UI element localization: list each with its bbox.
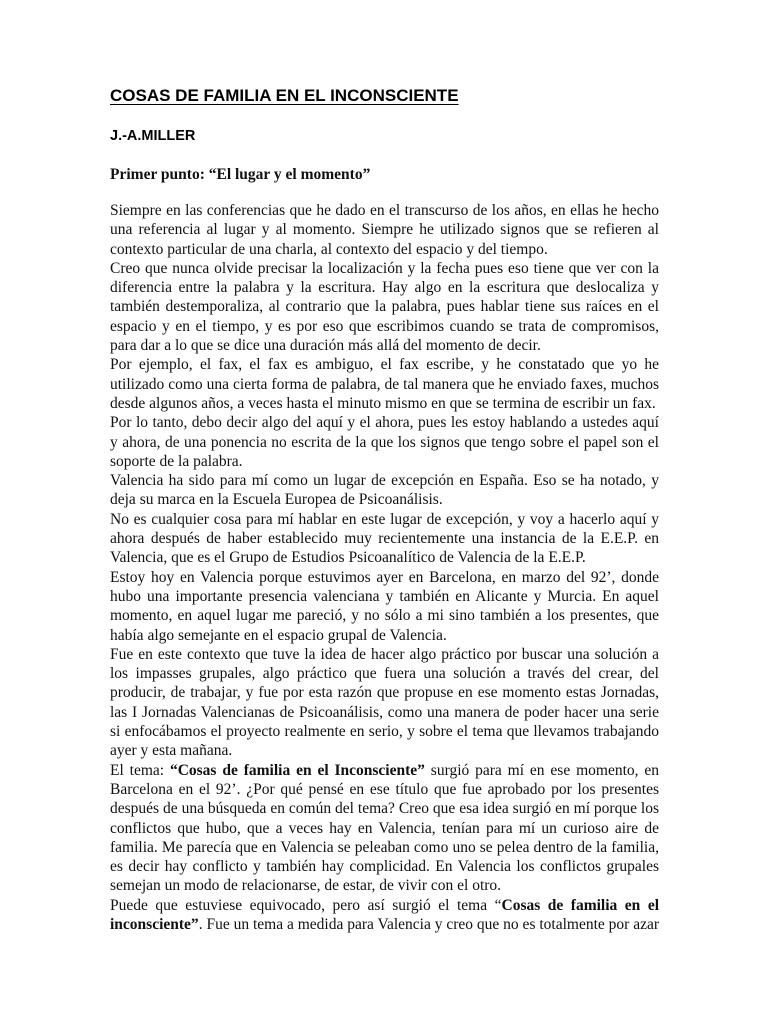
paragraph-text: Puede que estuviese equivocado, pero así surgió el tema “ [110,896,502,914]
paragraph: Fue en este contexto que tuve la idea de hacer algo práctico por buscar una solución a los impasses grupales, algo práctico que fuera una solución a través del crear, del producir, de trabajar, y fue por esta razón que propuse en ese momento estas Jornadas, las I Jornadas Valencianas de Psicoanálisis, como una manera de poder hacer una serie si enfocábamos el proyecto realmente en serio, y sobre el tema que llevamos trabajando ayer y esta mañana. [110,645,659,760]
paragraph: Siempre en las conferencias que he dado en el transcurso de los años, en ellas he hecho una referencia al lugar y al momento. Siempre he utilizado signos que se refieren al contexto particular de una charla, al contexto del espacio y del tiempo. [110,202,659,258]
document-title: COSAS DE FAMILIA EN EL INCONSCIENTE [110,86,459,105]
paragraph: Estoy hoy en Valencia porque estuvimos ayer en Barcelona, en marzo del 92’, donde hubo una importante presencia valenciana y también en Alicante y Murcia. En aquel momento, en aquel lugar me pareció, y no sólo a mi sino también a los presentes, que había algo semejante en el espacio grupal de Valencia. [110,568,659,644]
author-name: J.-A.MILLER [110,128,196,144]
section-heading: Primer punto: “El lugar y el momento” [110,166,371,183]
paragraph [110,896,659,935]
paragraph-text: El tema: [110,761,170,779]
paragraph: Por ejemplo, el fax, el fax es ambiguo, el fax escribe, y he constatado que yo he utilizado como una cierta forma de palabra, de tal manera que he enviado faxes, muchos desde algunos años, a veces hasta el minuto mismo en que se termina de escribir un fax. [110,356,659,412]
emphasized-title: Cosas de familia en el inconsciente” [110,896,660,933]
paragraph [110,761,659,896]
paragraph: Por lo tanto, debo decir algo del aquí y el ahora, pues les estoy hablando a ustedes aquí y ahora, de una ponencia no escrita de la que los signos que tengo sobre el papel son el soporte de la palabra. [110,414,659,470]
paragraph: No es cualquier cosa para mí hablar en este lugar de excepción, y voy a hacerlo aquí y ahora después de haber establecido muy recientemente una instancia de la E.E.P. en Valencia, que es el Grupo de Estudios Psicoanalítico de Valencia de la E.E.P. [110,510,659,567]
document-body [110,201,659,934]
paragraph-text: surgió para mí en ese momento, en Barcelona en el 92’. ¿Por qué pensé en ese título que fue aprobado por los presentes después de una búsqueda en común del tema? Creo que esa idea surgió en mí porque los conflictos que hubo, que a veces hay en Valencia, tenían para mí un curioso aire de familia. Me parecía que en Valencia se peleaban como uno se pelea dentro de la familia, es decir hay conflicto y también hay complicidad. En Valencia los conflictos grupales semejan un modo de relacionarse, de estar, de vivir con el otro. [110,761,660,895]
paragraph: Valencia ha sido para mí como un lugar de excepción en España. Eso se ha notado, y deja su marca en la Escuela Europea de Psicoanálisis. [110,472,659,509]
emphasized-title: “Cosas de familia en el Inconsciente” [169,761,425,779]
paragraph: Creo que nunca olvide precisar la localización y la fecha pues eso tiene que ver con la diferencia entre la palabra y la escritura. Hay algo en la escritura que deslocaliza y también destemporaliza, al contrario que la palabra, pues hablar tiene sus raíces en el espacio y en el tiempo, y es por eso que escribimos cuando se trata de compromisos, para dar a lo que se dice una duración más allá del momento de decir. [110,259,659,355]
paragraph-text: . Fue un tema a medida para Valencia y creo que no es totalmente por azar [198,915,659,933]
